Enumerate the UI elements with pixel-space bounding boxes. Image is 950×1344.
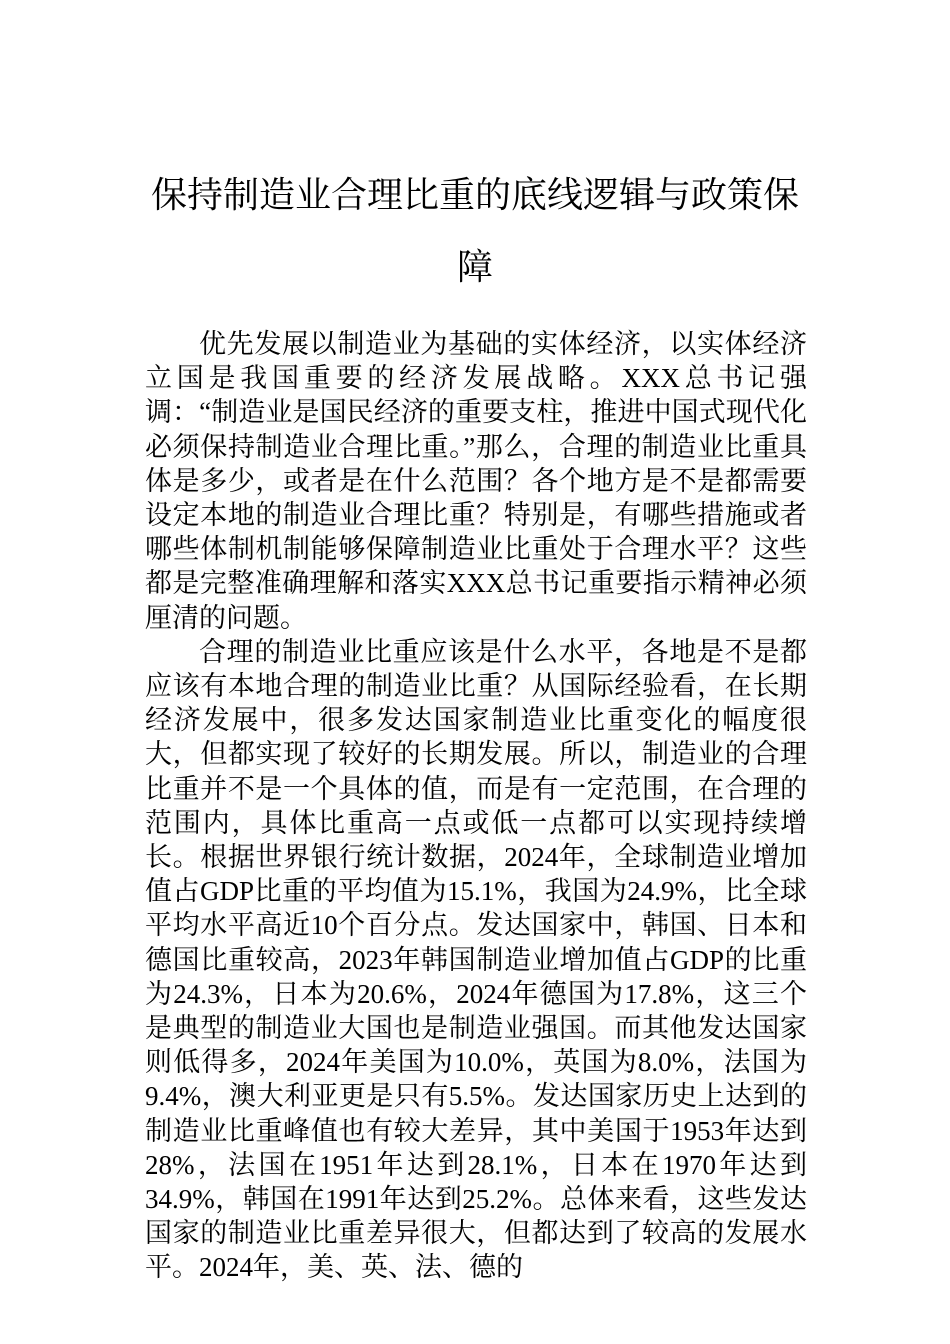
document-body [145,327,807,1285]
paragraph-2: 合理的制造业比重应该是什么水平，各地是不是都应该有本地合理的制造业比重？从国际经验看，在长期经济发展中，很多发达国家制造业比重变化的幅度很大，但都实现了较好的长期发展。所以，制造业的合理比重并不是一个具体的值，而是有一定范围，在合理的范围内，具体比重高一点或低一点都可以实现持续增长。根据世界银行统计数据，2024年，全球制造业增加值占GDP比重的平均值为15.1%，我国为24.9%，比全球平均水平高近10个百分点。发达国家中，韩国、日本和德国比重较高，2023年韩国制造业增加值占GDP的比重为24.3%，日本为20.6%，2024年德国为17.8%，这三个是典型的制造业大国也是制造业强国。而其他发达国家则低得多，2024年美国为10.0%，英国为8.0%，法国为9.4%，澳大利亚更是只有5.5%。发达国家历史上达到的制造业比重峰值也有较大差异，其中美国于1953年达到28%，法国在1951年达到28.1%，日本在1970年达到34.9%，韩国在1991年达到25.2%。总体来看，这些发达国家的制造业比重差异很大，但都达到了较高的发展水平。2024年，美、英、法、德的 [145,636,807,1283]
paragraph-1: 优先发展以制造业为基础的实体经济，以实体经济立国是我国重要的经济发展战略。XXX总书记强调：“制造业是国民经济的重要支柱，推进中国式现代化必须保持制造业合理比重。”那么，合理的制造业比重具体是多少，或者是在什么范围？各个地方是不是都需要设定本地的制造业合理比重？特别是，有哪些措施或者哪些体制机制能够保障制造业比重处于合理水平？这些都是完整准确理解和落实XXX总书记重要指示精神必须厘清的问题。 [145,329,807,633]
document-title: 保持制造业合理比重的底线逻辑与政策保障 [150,175,799,288]
